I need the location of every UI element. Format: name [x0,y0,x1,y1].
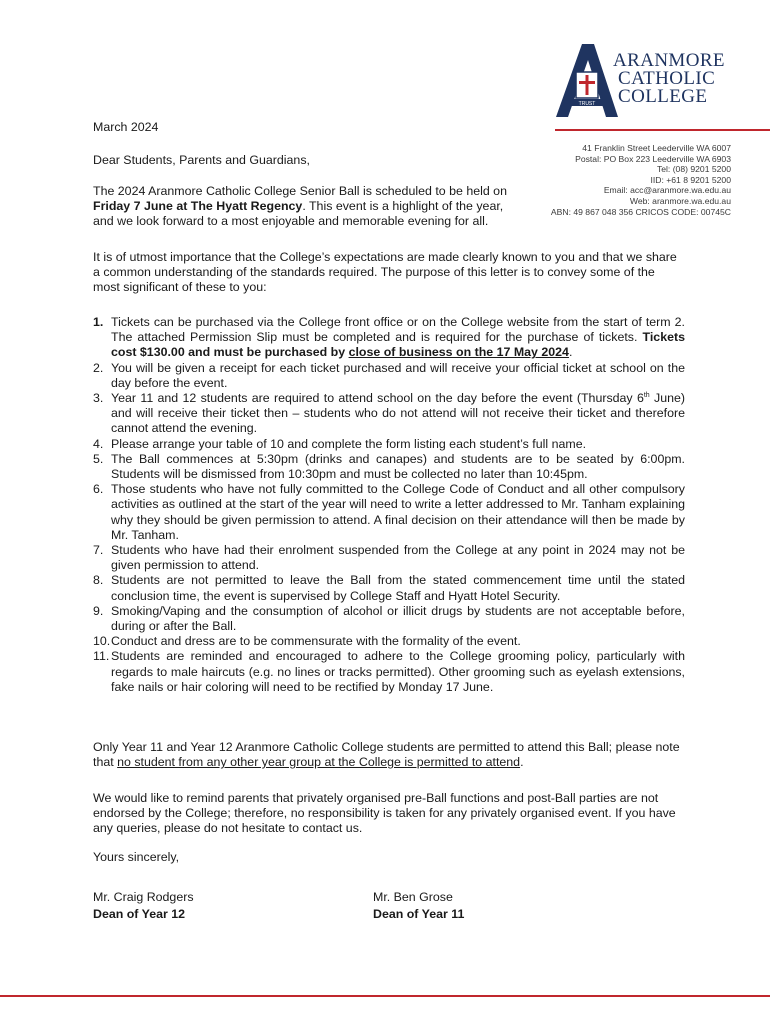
signatory-title: Dean of Year 12 [93,907,186,921]
list-text: The Ball commences at 5:30pm (drinks and canapes) and students are to be seated by 6:00pm. Students will be dismissed from 10:30pm and must be collected no later than 10:45pm. [111,451,685,482]
logo-banner-text: TRUST [578,100,596,107]
address-line: IID: +61 8 9201 5200 [650,174,731,185]
ticket-cost: Tickets cost $130.00 and must be purchased by [111,330,685,360]
logo-wordmark [613,52,725,106]
list-item [93,543,685,573]
list-number: 3. [93,391,104,406]
address-line: 41 Franklin Street Leederville WA 6007 [582,143,731,153]
list-number: 11. [93,649,110,664]
list-item [93,482,685,543]
letter-date: March 2024 [93,120,159,134]
list-item [93,649,685,695]
header-divider [555,129,770,131]
list-item [93,573,685,603]
ordinal-suffix: th [643,391,650,399]
signatory-name: Mr. Craig Rodgers [93,890,194,904]
logo-cross-h [579,81,595,84]
eligibility-restriction: no student from any other year group at the College is permitted to attend [117,755,521,770]
list-item [93,315,685,361]
list-text: Year 11 and 12 students are required to attend school on the day before the event (Thursday 6 [111,391,644,406]
logo-cross-v [586,75,589,95]
expectations-list [93,315,685,695]
list-item [93,391,685,437]
logo-line-3: COLLEGE [618,86,708,107]
list-number: 10. [93,634,111,649]
list-text: Conduct and dress are to be commensurate with the formality of the event. [111,634,521,649]
intro-paragraph [93,184,511,230]
footer-divider [0,995,770,997]
list-text: Those students who have not fully committed to the College Code of Conduct and all other compulsory activities as outlined at the start of the year will need to write a letter addressed to Mr. Tanham explaining why they should be given permission to attend. A final decision on their attendance will then be made by Mr. Tanham. [111,482,685,542]
address-block [551,143,731,217]
eligibility-text: Only Year 11 and Year 12 Aranmore Catholic College students are permitted to attend this Ball; please note that [93,740,680,770]
salutation: Dear Students, Parents and Guardians, [93,153,310,167]
list-text: Please arrange your table of 10 and complete the form listing each student’s full name. [111,436,587,451]
list-item [93,361,685,391]
intro-text-1: The 2024 Aranmore Catholic College Senior Ball is scheduled to be held on [93,184,507,198]
intro-text-2: . This event is a highlight of the year, and we look forward to a most enjoyable and memorable evening for all. [93,199,504,229]
list-text: Students are not permitted to leave the Ball from the stated commencement time until the stated conclusion time, the event is supervised by College Staff and Hyatt Hotel Security. [111,573,685,603]
list-text: Students are reminded and encouraged to adhere to the College grooming policy, particularly with regards to male haircuts (e.g. no lines or tracks permitted). Other grooming such as eyelash extensions, fake nails or hair coloring will need to be rectified by Monday 17 June. [111,649,685,694]
purpose-paragraph: It is of utmost importance that the College’s expectations are made clearly known to you and that we share a common understanding of the standards required. The purpose of this letter is to convey some of the most significant of these to you: [93,250,677,295]
logo-line-2: CATHOLIC [618,68,716,89]
signatory-dean-year-11 [373,889,464,923]
ticket-deadline: close of business on the 17 May 2024 [348,345,569,360]
list-number: 7. [93,543,104,558]
list-text-end: . [568,345,573,360]
list-number: 2. [93,360,104,375]
address-line: Tel: (08) 9201 5200 [656,164,731,175]
list-item [93,452,685,482]
address-line: Postal: PO Box 223 Leederville WA 6903 [575,153,731,164]
address-line: ABN: 49 867 048 356 CRICOS CODE: 00745C [550,206,731,217]
list-number: 1. [93,315,104,329]
list-text: You will be given a receipt for each ticket purchased and will receive your official ticket at school on the day before the event. [111,360,685,390]
eligibility-paragraph [93,740,685,770]
signatory-name: Mr. Ben Grose [373,890,453,904]
event-date-venue: Friday 7 June at The Hyatt Regency [93,199,303,214]
list-text-cont: June) and will receive their ticket then – students who do not attend will not receive their ticket and therefore cannot attend the evening. [111,391,685,436]
list-text: Tickets can be purchased via the College front office or on the College website from the start of term 2. The attached Permission Slip must be completed and is required for the purchase of tickets. [111,315,685,345]
eligibility-end: . [520,755,524,770]
list-number: 5. [93,451,104,466]
list-number: 6. [93,482,104,497]
address-line: Email: acc@aranmore.wa.edu.au [603,185,731,196]
list-number: 9. [93,603,104,618]
closing: Yours sincerely, [93,850,180,864]
address-line: Web: aranmore.wa.edu.au [629,195,731,206]
list-number: 4. [93,436,104,451]
list-item [93,437,685,452]
list-text: Smoking/Vaping and the consumption of alcohol or illicit drugs by students are not acceptable before, during or after the Ball. [111,603,685,634]
signatory-dean-year-12 [93,889,194,923]
list-item [93,634,685,649]
reminder-paragraph: We would like to remind parents that privately organised pre-Ball functions and post-Ball parties are not endorsed by the College; therefore, no responsibility is taken for any privately organised event. If you have any queries, please do not hesitate to contact us. [93,791,676,836]
logo-line-1: ARANMORE [613,50,725,71]
list-number: 8. [93,573,104,588]
signatory-title: Dean of Year 11 [373,907,465,921]
list-text: Students who have had their enrolment suspended from the College at any point in 2024 may not be given permission to attend. [111,543,685,573]
list-item [93,604,685,634]
